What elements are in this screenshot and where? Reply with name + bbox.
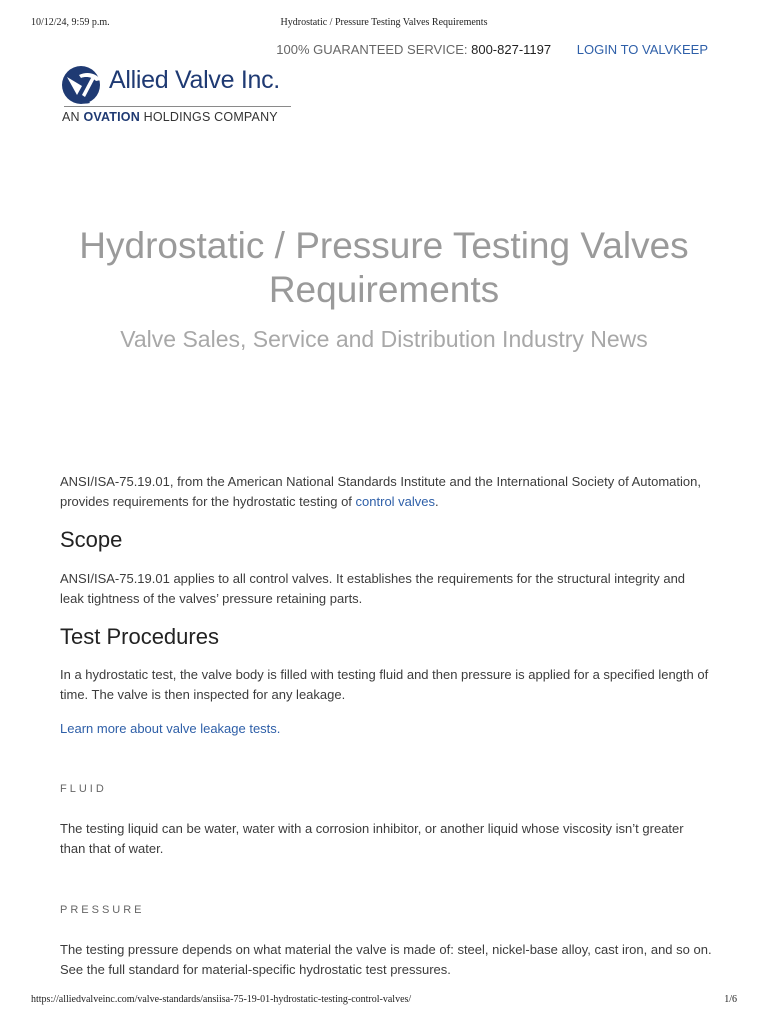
fluid-heading: FLUID xyxy=(60,783,107,795)
page-title: Hydrostatic / Pressure Testing Valves Requirements xyxy=(79,225,689,310)
service-label: 100% GUARANTEED SERVICE: xyxy=(276,42,472,57)
intro-paragraph xyxy=(60,472,712,512)
page-subtitle: Valve Sales, Service and Distribution Industry News xyxy=(120,326,648,352)
print-url: https://alliedvalveinc.com/valve-standards/ansiisa-75-19-01-hydrostatic-testing-control-valves/ xyxy=(31,994,412,1005)
print-datetime: 10/12/24, 9:59 p.m. xyxy=(31,17,110,28)
logo-tagline-suffix: HOLDINGS COMPANY xyxy=(139,110,278,124)
print-footer xyxy=(31,994,737,1008)
intro-text: ANSI/ISA-75.19.01, from the American National Standards Institute and the International Society of Automation, provides requirements for the hydrostatic testing of xyxy=(60,474,701,509)
pressure-heading: PRESSURE xyxy=(60,904,145,916)
print-page-title: Hydrostatic / Pressure Testing Valves Requirements xyxy=(280,17,488,28)
valve-leakage-tests-link[interactable]: Learn more about valve leakage tests. xyxy=(60,721,281,736)
phone-number-link[interactable]: 800-827-1197 xyxy=(471,42,552,57)
top-utility-bar xyxy=(276,42,708,57)
site-logo[interactable] xyxy=(60,62,300,128)
logo-tagline-prefix: AN xyxy=(62,110,84,124)
pressure-paragraph: The testing pressure depends on what material the valve is made of: steel, nickel-base alloy, cast iron, and so on. See the full standard for material-specific hydrostatic test pressures. xyxy=(60,942,712,977)
print-header xyxy=(31,17,737,31)
logo-tagline-brand: OVATION xyxy=(83,110,140,124)
intro-end: . xyxy=(435,494,439,509)
logo-divider xyxy=(64,106,291,107)
control-valves-link[interactable]: control valves xyxy=(355,494,436,509)
logo-company-name: Allied Valve Inc. xyxy=(109,66,280,94)
test-procedures-heading: Test Procedures xyxy=(60,624,219,649)
allied-valve-logo-icon xyxy=(60,64,106,106)
print-page-number: 1/6 xyxy=(724,994,737,1005)
scope-heading: Scope xyxy=(60,527,123,552)
scope-paragraph: ANSI/ISA-75.19.01 applies to all control valves. It establishes the requirements for the structural integrity and leak tightness of the valves’ pressure retaining parts. xyxy=(60,571,686,606)
login-valvkeep-link[interactable]: LOGIN TO VALVKEEP xyxy=(576,42,708,57)
test-procedures-paragraph: In a hydrostatic test, the valve body is filled with testing fluid and then pressure is applied for a specified length of time. The valve is then inspected for any leakage. xyxy=(60,667,709,702)
logo-tagline xyxy=(62,110,278,124)
fluid-paragraph: The testing liquid can be water, water with a corrosion inhibitor, or another liquid whose viscosity isn’t greater than that of water. xyxy=(60,821,684,856)
